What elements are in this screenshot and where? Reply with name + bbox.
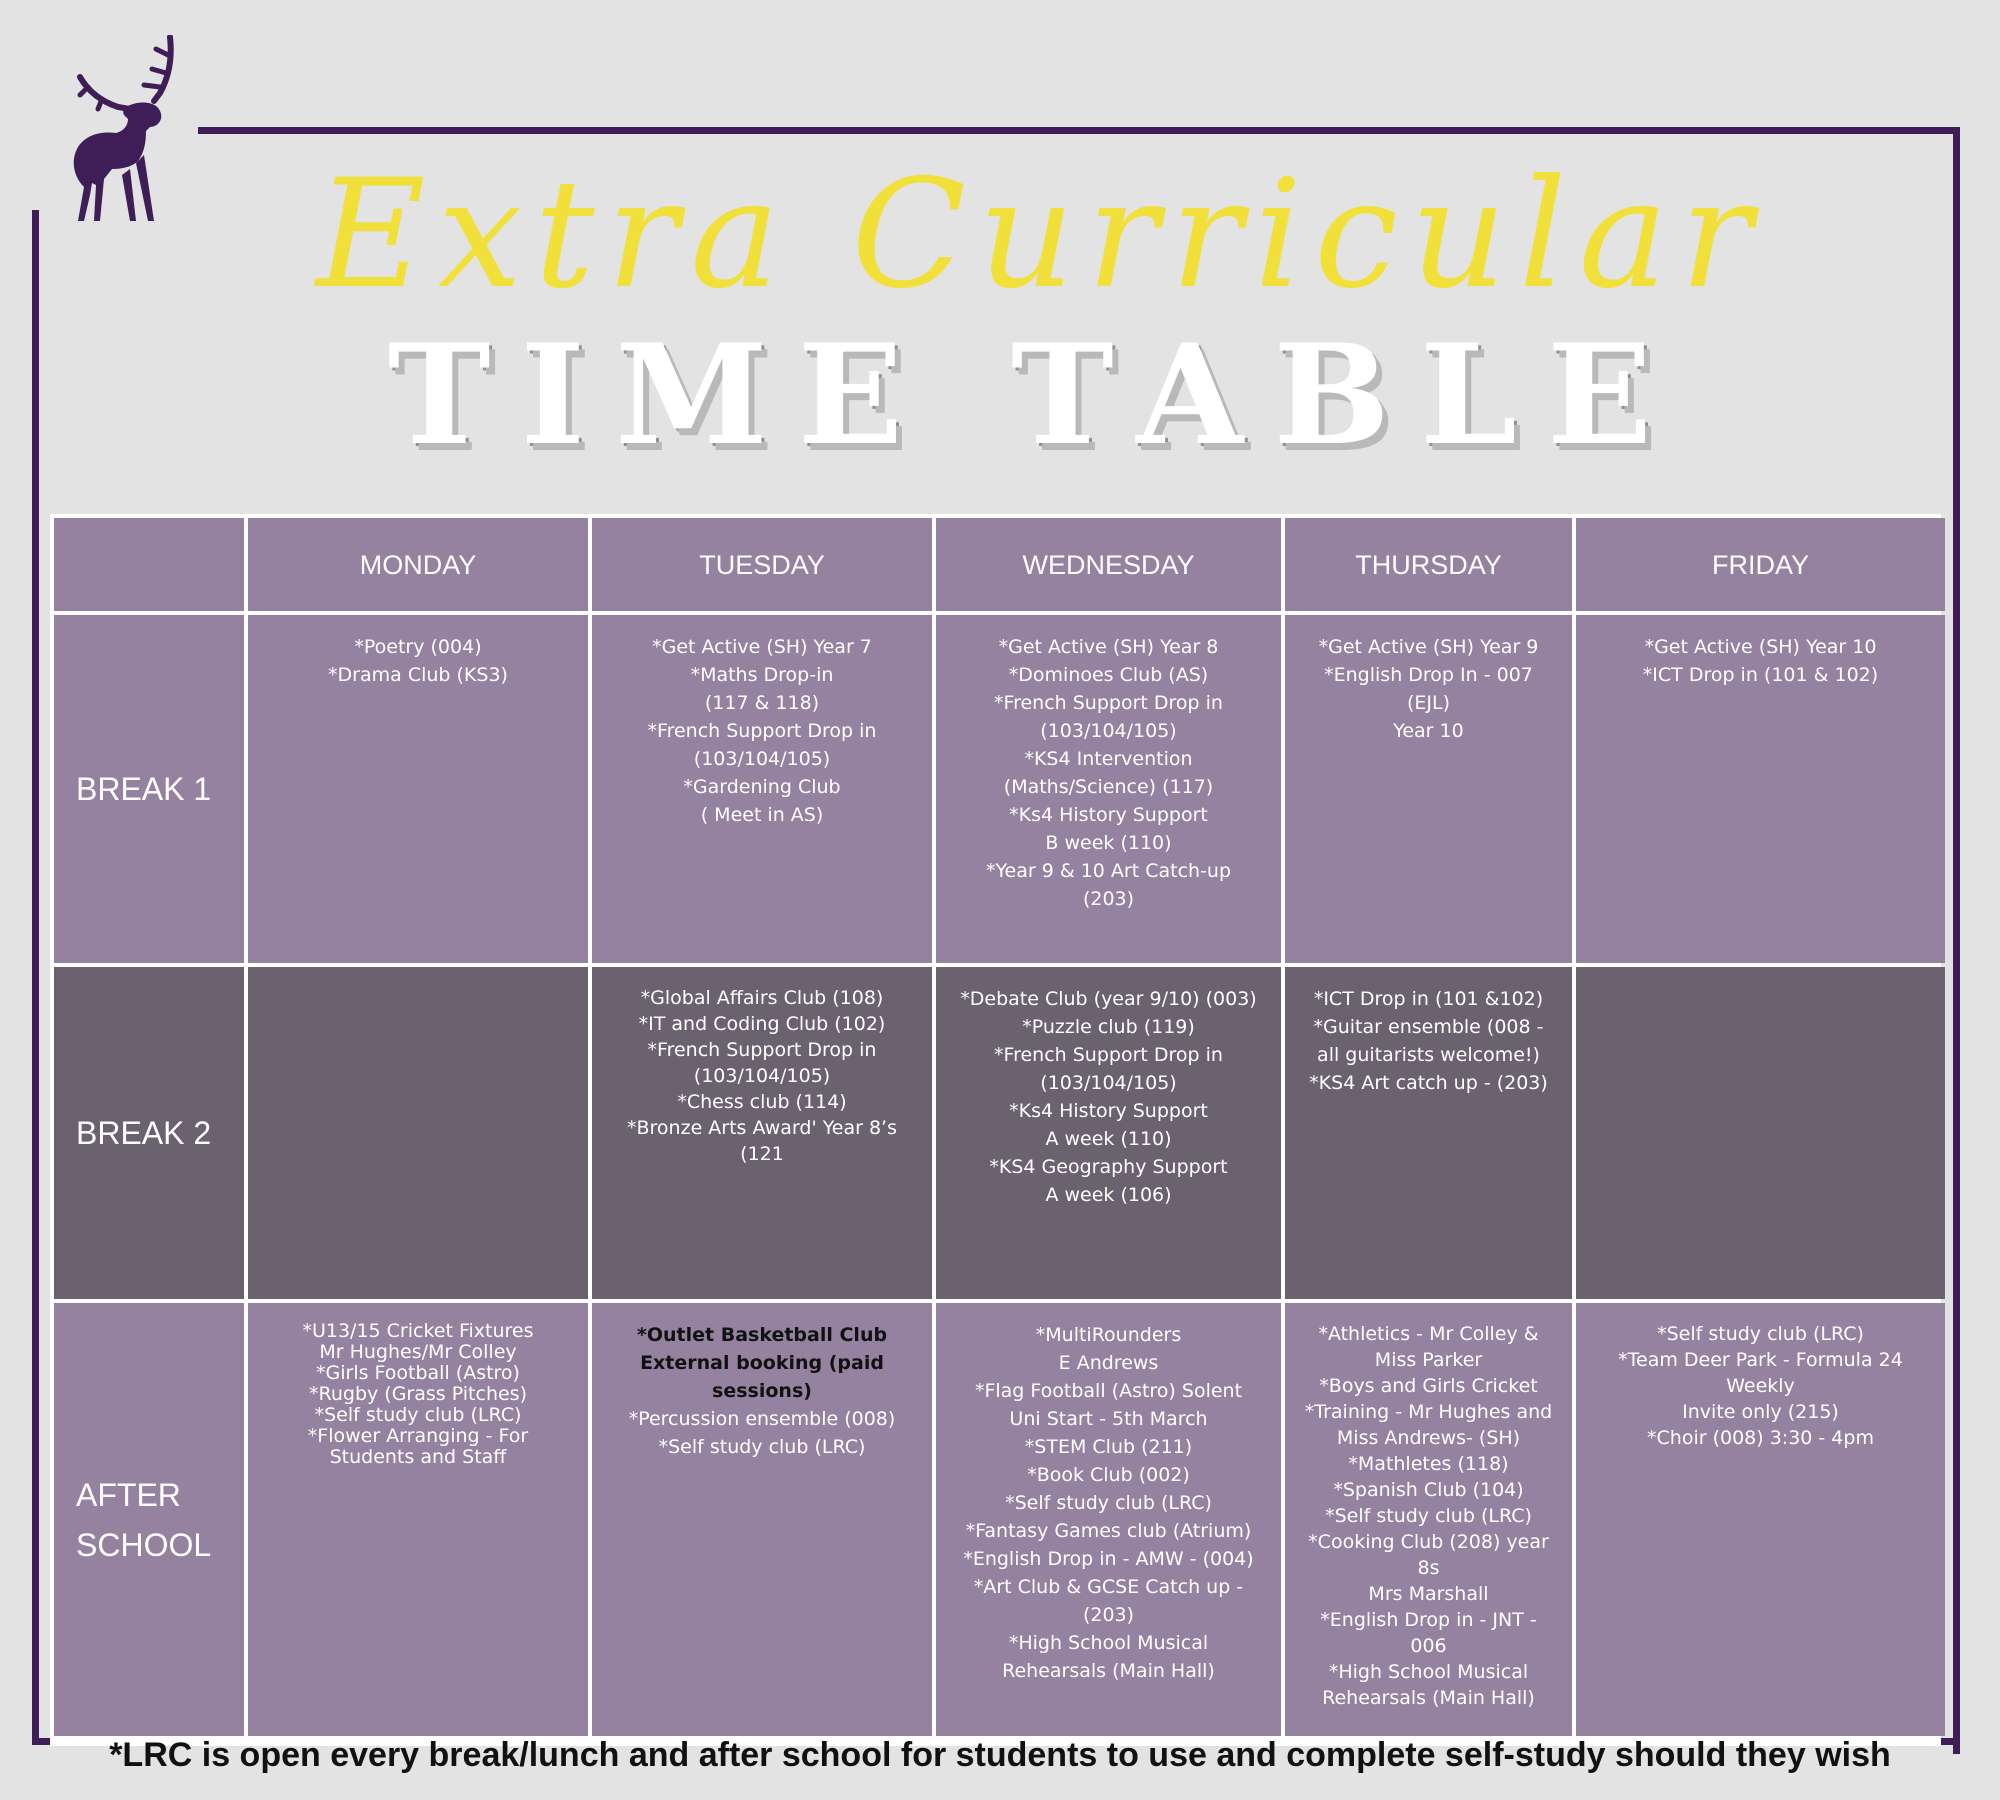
activity-item: 8s [1417,1557,1440,1579]
activity-item: *Get Active (SH) Year 8 [998,636,1219,658]
activity-item: *Spanish Club (104) [1333,1479,1524,1501]
activity-item: *Team Deer Park - Formula 24 [1618,1349,1903,1371]
activity-item: Mr Hughes/Mr Colley [319,1341,517,1363]
cell-after-monday [248,1303,588,1736]
cell-break1-friday [1576,615,1945,963]
activity-item: *Mathletes (118) [1348,1453,1509,1475]
cell-after-wednesday [936,1303,1281,1736]
row-label-text: BREAK 1 [76,771,212,807]
activity-item: *ICT Drop in (101 & 102) [1642,664,1879,686]
activity-item: *Rugby (Grass Pitches) [309,1383,527,1405]
activity-item: Miss Andrews- (SH) [1336,1427,1521,1449]
cell-break2-friday [1576,967,1945,1299]
activity-item-bold: External booking (paid [640,1352,884,1374]
activity-item: *Flag Football (Astro) Solent [974,1380,1243,1402]
activity-item: *Boys and Girls Cricket [1319,1375,1538,1397]
activity-item: *Flower Arranging - For [307,1425,529,1447]
frame-left-border [32,210,39,1745]
row-label-text: SCHOOL [76,1526,212,1563]
header-thursday: THURSDAY [1285,518,1572,611]
activity-item: *Get Active (SH) Year 7 [652,636,872,658]
activity-item: *French Support Drop in [994,692,1223,714]
activity-item-bold: *Outlet Basketball Club [636,1324,888,1346]
header-tuesday: TUESDAY [592,518,932,611]
row-label-text: BREAK 2 [76,1115,212,1151]
activity-item: *Maths Drop-in [690,664,834,686]
activity-item: *Cooking Club (208) year [1308,1531,1549,1553]
activity-item: *Chess club (114) [677,1091,847,1113]
activity-item: *Ks4 History Support [1009,804,1208,826]
cell-break1-wednesday [936,615,1281,963]
frame-right-border [1953,127,1960,1754]
lrc-footer-note: *LRC is open every break/lunch and after school for students to use and complete self-study should they wish [109,1736,1891,1774]
activity-item: *ICT Drop in (101 &102) [1313,988,1544,1010]
activity-item: A week (110) [1045,1128,1172,1150]
activity-item: *Drama Club (KS3) [328,664,508,686]
activity-item: *Debate Club (year 9/10) (003) [960,988,1257,1010]
activity-item: (EJL) [1406,692,1451,714]
activity-item: (103/104/105) [1040,1072,1177,1094]
activity-item: *U13/15 Cricket Fixtures [302,1320,534,1342]
header-friday: FRIDAY [1576,518,1945,611]
activity-item: (103/104/105) [693,748,831,770]
cell-after-thursday [1285,1303,1572,1736]
activity-item: (103/104/105) [693,1065,831,1087]
activity-item: *High School Musical [1328,1661,1529,1683]
activity-item: *High School Musical [1008,1632,1209,1654]
activity-item: *Athletics - Mr Colley & [1318,1323,1539,1345]
activity-item: *Self study club (LRC) [1657,1323,1864,1345]
activity-item: Year 10 [1393,720,1464,742]
cell-break2-monday [248,967,588,1299]
header-wednesday: WEDNESDAY [936,518,1281,611]
cell-break2-tuesday [592,967,932,1299]
row-label-text: AFTER [76,1476,181,1513]
activity-item: Uni Start - 5th March [1009,1408,1208,1430]
cell-after-friday [1576,1303,1945,1736]
activity-item: *KS4 Geography Support [989,1156,1228,1178]
cell-break1-monday [248,615,588,963]
activity-item: (117 & 118) [704,692,820,714]
activity-item: *Dominoes Club (AS) [1008,664,1209,686]
activity-item: B week (110) [1045,832,1172,854]
activity-item: *STEM Club (211) [1024,1436,1193,1458]
cell-after-tuesday [592,1303,932,1736]
cell-break1-thursday [1285,615,1572,963]
cell-break1-tuesday [592,615,932,963]
activity-item: *Self study club (LRC) [314,1404,522,1426]
header-monday: MONDAY [248,518,588,611]
activity-item: *Self study club (LRC) [1005,1492,1212,1514]
activity-item: *KS4 Art catch up - (203) [1309,1072,1548,1094]
activity-item: Rehearsals (Main Hall) [1322,1687,1535,1709]
activity-item: *Gardening Club [683,776,841,798]
activity-item: *Girls Football (Astro) [316,1362,520,1384]
activity-item: *Puzzle club (119) [1022,1016,1195,1038]
activity-item: *English Drop in - AMW - (004) [963,1548,1254,1570]
activity-item: *Year 9 & 10 Art Catch-up [985,860,1232,882]
activity-item: *English Drop In - 007 [1324,664,1533,686]
activity-item: *Training - Mr Hughes and [1304,1401,1553,1423]
title-script: Extra Curricular [316,148,1764,322]
activity-item: *Art Club & GCSE Catch up - [973,1576,1244,1598]
activity-item: *Bronze Arts Award' Year 8’s [627,1117,897,1139]
activity-item: *Book Club (002) [1027,1464,1190,1486]
activity-item: Miss Parker [1374,1349,1483,1371]
activity-item: *Self study club (LRC) [658,1436,866,1458]
activity-item: Mrs Marshall [1368,1583,1489,1605]
cell-break2-wednesday [936,967,1281,1299]
activity-item: *Self study club (LRC) [1325,1505,1532,1527]
activity-item: *MultiRounders [1035,1324,1182,1346]
activity-item: *Global Affairs Club (108) [640,987,884,1009]
activity-item: *French Support Drop in [647,720,877,742]
activity-item: *French Support Drop in [994,1044,1223,1066]
activity-item: E Andrews [1058,1352,1159,1374]
deer-icon [60,35,190,230]
row-label-break-1 [54,615,244,963]
activity-item: (203) [1082,888,1135,910]
cell-break2-thursday [1285,967,1572,1299]
activity-item: A week (106) [1045,1184,1172,1206]
timetable-grid [50,514,1941,1746]
activity-item: *Percussion ensemble (008) [628,1408,896,1430]
activity-item: *English Drop in - JNT - [1320,1609,1537,1631]
activity-item: (121 [740,1143,784,1165]
activity-item: (Maths/Science) (117) [1003,776,1214,798]
corner-cell [54,518,244,611]
activity-item: ( Meet in AS) [700,804,824,826]
frame-top-border [198,127,1960,134]
activity-item: Weekly [1726,1375,1795,1397]
activity-item: *Guitar ensemble (008 - [1313,1016,1544,1038]
row-label-after-school [54,1303,244,1736]
activity-item: *Poetry (004) [354,636,482,658]
activity-item: *Get Active (SH) Year 10 [1644,636,1877,658]
row-label-break-2 [54,967,244,1299]
activity-item: Students and Staff [329,1446,507,1468]
title-block: TIME TABLE [387,313,1683,476]
activity-item: *French Support Drop in [647,1039,877,1061]
activity-item: *Choir (008) 3:30 - 4pm [1647,1427,1874,1449]
activity-item: all guitarists welcome!) [1317,1044,1540,1066]
activity-item: Rehearsals (Main Hall) [1002,1660,1215,1682]
activity-item: *KS4 Intervention [1024,748,1193,770]
activity-item: (203) [1082,1604,1135,1626]
activity-item: (103/104/105) [1040,720,1177,742]
activity-item: *Ks4 History Support [1009,1100,1208,1122]
activity-item: *IT and Coding Club (102) [638,1013,886,1035]
activity-item: Invite only (215) [1682,1401,1839,1423]
activity-item: *Fantasy Games club (Atrium) [965,1520,1252,1542]
activity-item: 006 [1410,1635,1447,1657]
activity-item: *Get Active (SH) Year 9 [1318,636,1539,658]
activity-item-bold: sessions) [712,1380,812,1402]
